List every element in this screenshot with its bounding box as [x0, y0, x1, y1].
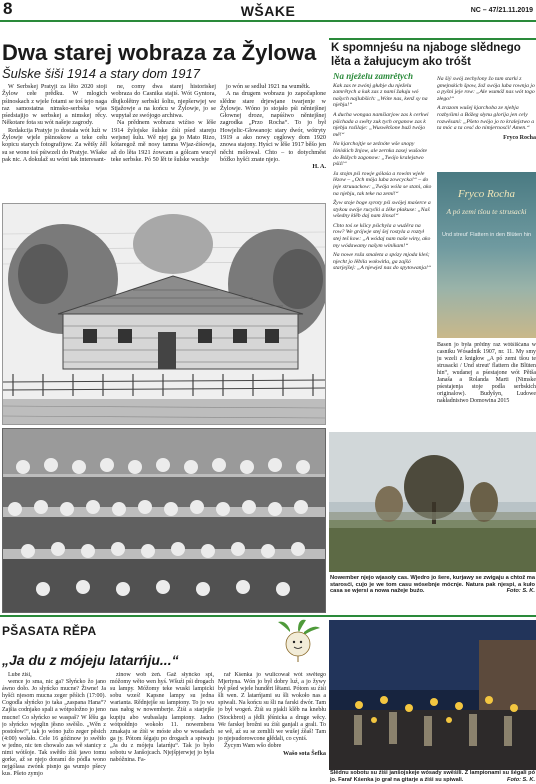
book-subtitle: Und streut' Flattern in den Blüten hin [441, 232, 532, 238]
turnip-mascot-image [268, 618, 328, 662]
photo-caption [330, 770, 535, 783]
poem-stanza: A zrazom wušej kjarchoba ze njebja rozbyśimi a Bóžeg słynu glorija jen cely rozwěsaní: „Pšeto twójo jo to kralejstwo a ta móc a ta cesć do nimjernosći! Amen.“ [437, 105, 535, 132]
poem-title: Na nježelu zamrětych [333, 73, 413, 81]
poem-stanza: A ducha wongaa namšiarjow zas k cerkwi pśichada a swěty zuk tych organow zas k njebju roźilaje: „Wuswětšone buźi twójo mě!“ [333, 111, 429, 138]
paragraph: Lube źiśi, [8, 672, 32, 678]
bottom-article-title: „Ja du z mójeju latarńju...“ [2, 652, 179, 668]
sidebar-title: K spomnjeśu na njaboge slědnego lěta a žałujucym ako tróšt [331, 42, 521, 68]
masthead: WŠAKE [240, 3, 296, 19]
bottom-column-1 [2, 672, 106, 784]
section-rule [0, 615, 536, 617]
bottom-column-3 [218, 672, 326, 784]
photo-credit: Foto: S. K. [507, 776, 535, 783]
school-children-photo [2, 428, 326, 613]
caption-text: Slědnu sobotu su źiśi janšojskeje wósady swěśili. Z lampionami su šégali pó jo. Farař Kśenka jo grał na gitarje a źiśi su spiwali. [330, 770, 535, 783]
paragraph: Na prědnem wobrazu wiźiso w lěše 1914 žylojske šulske źiśi pśed stareju wejsnej šulu. Wě njej ga jo Mato Rizo, kótaregož mě nosy tamna Wjaz-źiśowja, až do lěta 1921 źowcam a gólcam wucył teke serbske. Pó 50 lět te šulske wuchje [111, 119, 216, 163]
poem-stanza: Chto toś se kšicy pśichyla a wuźěra na row? We grójwje stej šej rostyla a roztył stej teš kow: „A wódaj nam naše winy, ako my wódawamy našym winikam!“ [333, 222, 431, 249]
book-title: A pó zemi tšou te strusacki [446, 207, 527, 216]
poem-author: Fryco Rocha [503, 134, 536, 141]
article-column-2 [111, 83, 216, 201]
page-header [0, 0, 536, 22]
poem-column-right [437, 76, 536, 170]
book-description: Basen jo była prědny raz wótśišćana w casniku Wósadnik 1907, nr. 11. My smy ju wzeli z knigłow „A pó zemi tšou te strusacki / Und streut' flattern die Blüten hin“, wudanej a pśestajone wót Pětša Janaša a Rolanda Marti (Nimske pśestajenja stoje podla serbskich originalow). Budyšyn, Ludowe nakładnistwo Domowina 2015 [437, 342, 536, 404]
article-column-3 [220, 83, 326, 201]
article-subtitle: Šulske šiši 1914 a stary dom 1917 [2, 66, 200, 81]
article-title: Dwa starej wobraza za Žylowa [2, 40, 317, 65]
section-label: PŠASATA RĚPA [2, 624, 97, 638]
poem-stanza: Kak zas te zwónj głubje du nježelu zamrětych a kak zas z namí žałuju wó našych najlubšich: „Wóte nas, kenž sy na njebju!“ [333, 82, 428, 109]
poem-stanza: Na šiý swój zechylony žo tam starki z gmejnskich špow, žož swója luba rownja jo a pyšni jeje row: „Ale wumóž nas wót togo złego!“ [437, 76, 535, 102]
sidebar-top-rule [329, 38, 536, 40]
issue-label: NC – 47/21.11.2019 [470, 7, 533, 14]
photo-credit: Foto: S. K. [506, 588, 535, 595]
page-number: 8 [3, 0, 13, 18]
paragraph: Redakcija Pratyje jo dostała wót luźi w Žylowje wjele pśinoskow a teke cełu kopicu starych fotografijow. Za wětšy źěl su se wone toś pśiwzeli do Pratyje. Wšake pak nic. A dokulaž su wóni tak interesant- [2, 126, 107, 163]
paragraph: W Serbskej Pratyji za lěto 2020 stoji Žylow cełe prědku. W mlogich pśinoskach z wjele fotami se toś tejo naga raz samostatna nimsko-serbska wjas pśedstajijo w serbskej a nimskej rěcy. Někotare fota su wót našeje zagrody. [2, 83, 107, 127]
paragraph: jo wón se sedluł 1921 na wumětk. [226, 83, 311, 90]
book-cover-image [437, 172, 536, 338]
caption-text: Nowember njejo wjasoły cas. Wjedro jo šere, kurjawy se zwigaju a chtož ma starosći, cujo je we tom casu wósebnje mócnje. Natura pak njespi, a kuło casa se wjersi a nowa nažeje buźo. [330, 575, 535, 595]
poem-column-left [333, 73, 433, 429]
november-landscape-photo [329, 432, 536, 572]
paragraph: A na drugem wobrazu jo započaplone slědne stare drjewjane twarjenje w Žylowje. Wóno jo stojało pśi něntejšnej Głownej droze, napśśiwo něntejšnej zagrodka „Przo Rocha“. To jo był Howjelic-Głowanojc stary dwór, wótryty 1919 a ako nowy cęglowy dom 1920 znowa stajony. Hyści w lěše 1917 běšo jen něcht mólował. Chto – to dotychměst bóžko hyšći znate njejo. [220, 90, 326, 163]
paragraph: zinow wob źeń. Gaž słyńcko spi, móžomy wěto wen hyś. Wšuźi pśi drogach su lampy. Móžomy teke wuski lampicki sobu wześ! Kapsne lampy su jedna warianta. Rědnjejše su lampiony. To jo wu nas nałog w nowemberje. Źiśi a starjejše kupiju abo wubaslaju lampiony. Jadno wótpołdnjo wokoło 11. nowembera zmakaju se źiśi w móste abo w wosadach ga jy. Pótom šégaju po drogach a spiwaju „Ja du z mójeju latarńju“. Tak jo było sobotu w Janšojcach. Njejšpjerwjej jo była nabóžnina. Fa- [110, 672, 214, 764]
house-drawing-image [2, 203, 326, 425]
paragraph: wence jo sma, nic ga? Słyńcko žo jano áwno doło. Jo słyńcko mucne? Žiwne! Ja hyšći njesom mucna zeger pěśich (17:00). Cogodla słyńcko jo taka „zaspana Hana“? Zajšia codnjako spali a wótpoložno jo jeno mucne! Co słyńcko se waspaš? W lěšu ga jo słyńcko wjeglin jěsno swěślo. „Wěn z postołow!“, tak jo wóno južo zeger pěsich (4:00) wołało. Cele 16 góźinow jo swětło w jedno, nic ten chowalo zas wě stanicy z nimi wótšoje. Tak swětło źiśi jawo tomu gorke, až se njejo doramí do pódla wono nejgólasa zwónk pisnjo ga wumjo pšecy kus. Pšeto zymjo [2, 679, 106, 778]
poem-stanza: Žyw stoje boge syroty pśi swójej maśerce a stykou swóje rucyćki a źěke płakuse: „Naš wšedny klěb daj nam źinsa!“ [333, 200, 431, 220]
poem-stanza: Ja stojm pśi rowje gólaśa a rowim wjele lězow – „Och mója luba zowcycka!“ – do jeje struuackow: „Twója wóla se stani, ako na njebju, tak teke na zemi!“ [333, 170, 432, 197]
bottom-column-2 [110, 672, 214, 784]
poem-stanza: Na nowe roža smaleta a spózy mjoda kleś; njecht jo lěbila wokwitla, ga zajšó starjejšej: „A njewjeź nas do spytowanja!“ [333, 252, 432, 272]
photo-caption [330, 575, 535, 595]
article-signature: H. A. [312, 163, 326, 171]
paragraph: Žycym Wam wšo dobre [224, 742, 282, 749]
article-column-1 [2, 83, 107, 201]
bottom-signature: Wašo sota Šefka [283, 750, 326, 758]
paragraph: ne, comy dwa starej historiskej wobraza do Casnika stajiś. Wót Gyntora, dłujkolětny serbski šoltu, njepšerwjej we Stjažowje a na końcu w Žylowje, jo se wupytał ze swójogo archiwa. [111, 83, 216, 120]
paragraph: rař Kśenka jo wulicował wót swětego Mjertyna. Wón jo był dobry luź, a jo žywy był pšed wjele hunděrt lětami. Pótom su źiśi šli wen. Z latarńjami su šli wokoło nas a spiwali. Na końcu su šli na farski dwór. Tam jo był wogeń. Źiśi su pjakli klěb na knebłu (Stockbrot) a jědli jěśnicka a druge wěcy. We farskej brožni su źiśi ganjali a grali. To se wě, aź su se zemlili we wušej źěaš! Tam jo njejsudorowcone głědali, co cyniś. [218, 672, 326, 742]
book-author: Fryco Rocha [457, 188, 516, 200]
poem-stanza: Na kjarchojtje se zeźnóte wše snopy lóniskich žnjow, ale zernka zasej wušoóte do Bóžych zagonow: „Twójo kralejstwo pśiź!“ [333, 141, 428, 168]
lantern-parade-photo [329, 620, 536, 770]
